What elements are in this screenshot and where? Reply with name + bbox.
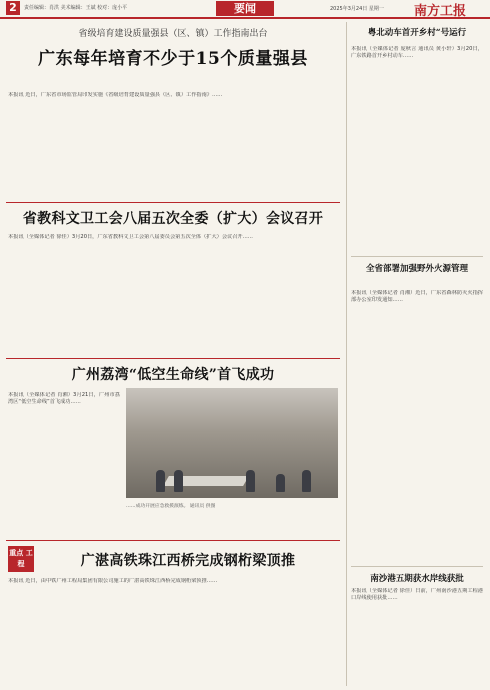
railway-body: 本报讯 近日，由中铁广州工程局集团有限公司施工的广湛高铁珠江西桥完成钢桁梁顶推…… (8, 578, 218, 584)
divider (6, 202, 340, 203)
issue-date: 2025年3月24日 星期一 (330, 6, 384, 12)
page-header (0, 0, 490, 19)
main-column (6, 22, 340, 686)
person-figure (174, 470, 183, 492)
photo-caption: ……成功开展应急救援演练。 通讯员 供图 (126, 504, 216, 509)
person-figure (276, 474, 285, 492)
side-story2-body: 本报讯（全媒体记者 肖湘）近日，广东省森林防灭火指挥部办公室印发通知…… (351, 290, 483, 304)
person-figure (156, 470, 165, 492)
railway-headline: 广湛高铁珠江西桥完成钢桁梁顶推 (80, 553, 296, 569)
side-column (346, 22, 486, 686)
divider (351, 256, 483, 257)
person-figure (302, 470, 311, 492)
side-story1-body: 本报讯（全媒体记者 庞秋言 通讯员 黄小轩）3月20日，广东铁路首开乡村动车…… (351, 46, 483, 60)
divider (6, 540, 340, 541)
drone-rescue-photo (126, 388, 338, 498)
newspaper-masthead: 南方工报 (414, 4, 467, 19)
section-label: 要闻 (216, 1, 274, 16)
person-figure (246, 470, 255, 492)
congress-headline: 省教科文卫工会八届五次全委（扩大）会议召开 (22, 211, 324, 227)
side-story1-headline: 粤北动车首开乡村“号运行 (367, 28, 467, 38)
lifeline-body: 本报讯（全媒体记者 肖湘）3月21日，广州市荔湾区“低空生命线”首飞成功…… (8, 392, 120, 406)
side-story2-headline: 全省部署加强野外火源管理 (365, 264, 468, 274)
lead-body: 本报讯 近日，广东省市场监管局印发实施《省级培育建设质量强县（区、镇）工作指南》…… (8, 92, 223, 98)
divider (6, 358, 340, 359)
focus-project-tag: 重点 工程 (8, 546, 34, 572)
lead-headline: 广东每年培育不少于15个质量强县 (38, 49, 308, 69)
side-story3-headline: 南沙港五期获水岸线获批 (370, 574, 464, 584)
editor-credits: 责任编辑：肖洪 美术编辑：王斌 校对：庞小平 (24, 5, 128, 11)
lifeline-headline: 广州荔湾“低空生命线”首飞成功 (71, 367, 275, 383)
divider (351, 566, 483, 567)
lead-subtitle: 省级培育建设质量强县（区、镇）工作指南出台 (78, 29, 268, 39)
congress-body: 本报讯（全媒体记者 徐佳）3月20日，广东省教科文卫工会第八届委员会第五次全体（扩大）会议召开…… (8, 234, 253, 240)
page-number: 2 (6, 1, 20, 15)
side-story3-body: 本报讯（全媒体记者 徐佳）日前，广州南沙港五期工程港口岸线使用获批…… (351, 588, 483, 602)
